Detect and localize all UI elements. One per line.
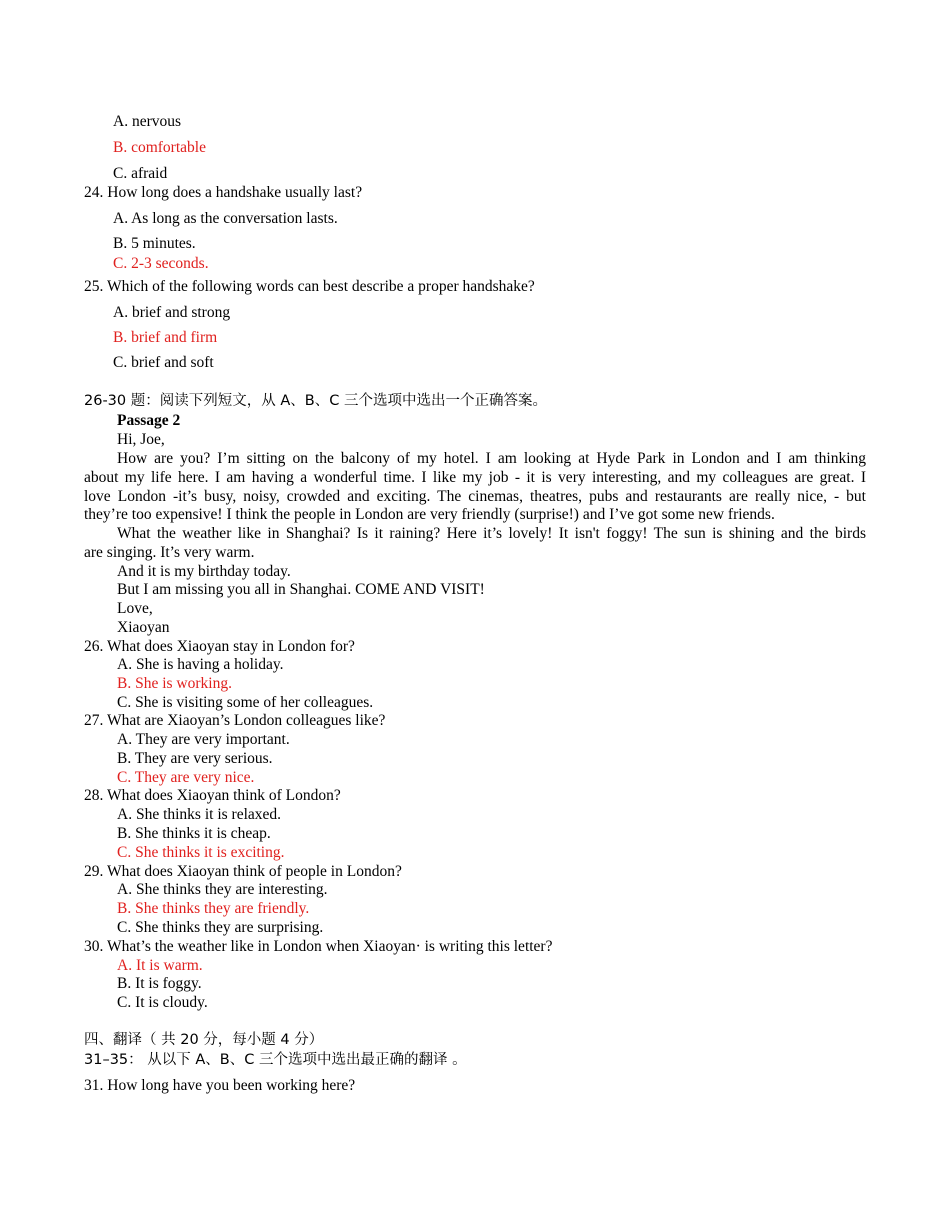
q28-question: 28. What does Xiaoyan think of London? [84,787,341,804]
q29-option-a: A. She thinks they are interesting. [117,881,328,898]
q30-question: 30. What’s the weather like in London when Xiaoyan· is writing this letter? [84,938,553,955]
q25-option-b-answer: B. brief and firm [113,329,218,346]
passage-title: Passage 2 [117,412,181,429]
letter-signature: Xiaoyan [117,619,170,636]
q24-option-b: B. 5 minutes. [113,235,196,252]
q25-option-c: C. brief and soft [113,354,214,371]
letter-closing: Love, [117,600,153,617]
q26-option-a: A. She is having a holiday. [117,656,284,673]
q27-question: 27. What are Xiaoyan’s London colleagues like? [84,712,386,729]
q30-option-a-answer: A. It is warm. [117,957,203,974]
q28-option-c-answer: C. She thinks it is exciting. [117,844,285,861]
q30-option-b: B. It is foggy. [117,975,202,992]
q29-option-b-answer: B. She thinks they are friendly. [117,900,310,917]
passage-p3: And it is my birthday today. [117,563,291,580]
passage-p4: But I am missing you all in Shanghai. COME AND VISIT! [117,581,485,598]
q27-option-c-answer: C. They are very nice. [117,769,255,786]
q26-option-b-answer: B. She is working. [117,675,232,692]
passage-p1-line-2: about my life here. I am having a wonderful time. I like my job - it is very interesting, and my colleagues are great. I [84,469,866,486]
q28-option-b: B. She thinks it is cheap. [117,825,271,842]
q31-question: 31. How long have you been working here? [84,1077,356,1094]
passage-p1-line-4: they’re too expensive! I think the people in London are very friendly (surprise!) and I’ve got some new friends. [84,506,775,523]
q30-option-c: C. It is cloudy. [117,994,208,1011]
q26-option-c: C. She is visiting some of her colleagues. [117,694,374,711]
q24-question: 24. How long does a handshake usually last? [84,184,363,201]
q27-option-b: B. They are very serious. [117,750,273,767]
q27-option-a: A. They are very important. [117,731,290,748]
q24-option-c-answer: C. 2-3 seconds. [113,255,209,272]
section-4-heading: 四、翻译（ 共 20 分，每小题 4 分） [84,1032,324,1048]
passage-p2-line-2: are singing. It’s very warm. [84,544,255,561]
passage-p1-line-3: love London -it’s busy, noisy, crowded and exciting. The cinemas, theatres, pubs and restaurants are really nice, - but [84,488,866,505]
q23-option-b-answer: B. comfortable [113,139,206,156]
q29-question: 29. What does Xiaoyan think of people in London? [84,863,402,880]
q28-option-a: A. She thinks it is relaxed. [117,806,282,823]
q29-option-c: C. She thinks they are surprising. [117,919,324,936]
section-31-35-instruction: 31–35： 从以下 A、B、C 三个选项中选出最正确的翻译 。 [84,1052,467,1068]
letter-greeting: Hi, Joe, [117,431,165,448]
passage-p2-line-1: What the weather like in Shanghai? Is it raining? Here it’s lovely! It isn't foggy! The sun is shining and the birds [117,525,866,542]
q23-option-c: C. afraid [113,165,168,182]
passage-p1-line-1: How are you? I’m sitting on the balcony of my hotel. I am looking at Hyde Park in London and I am thinking [117,450,866,467]
q25-question: 25. Which of the following words can best describe a proper handshake? [84,278,535,295]
q25-option-a: A. brief and strong [113,304,231,321]
q24-option-a: A. As long as the conversation lasts. [113,210,338,227]
q23-option-a: A. nervous [113,113,182,130]
q26-question: 26. What does Xiaoyan stay in London for? [84,638,355,655]
section-26-30-instruction: 26-30 题：阅读下列短文，从 A、B、C 三个选项中选出一个正确答案。 [84,393,547,409]
